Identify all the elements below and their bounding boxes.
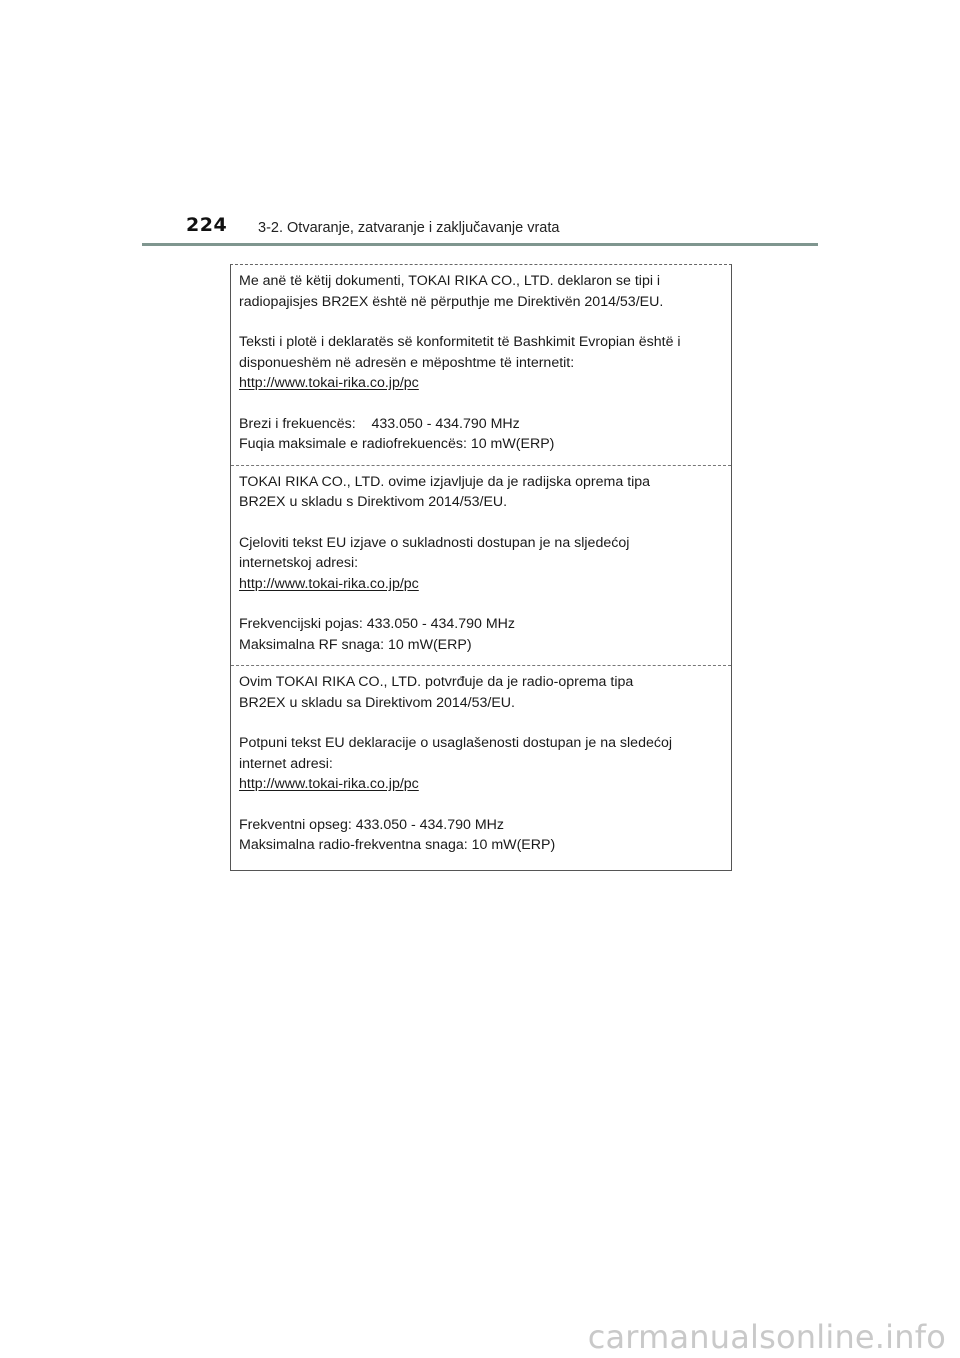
declaration-url-link[interactable]: http://www.tokai-rika.co.jp/pc bbox=[239, 776, 419, 792]
frequency-band: Brezi i frekuencës: 433.050 - 434.790 MHz bbox=[239, 415, 520, 432]
max-power: Fuqia maksimale e radiofrekuencës: 10 mW(ERP) bbox=[239, 436, 555, 452]
declaration-intro-line: BR2EX u skladu sa Direktivom 2014/53/EU. bbox=[239, 694, 515, 711]
declaration-intro-line: BR2EX u skladu s Direktivom 2014/53/EU. bbox=[239, 494, 508, 510]
frequency-band: Frekvencijski pojas: 433.050 - 434.790 MHz bbox=[239, 616, 516, 632]
declaration-text-line: Teksti i plotë i deklaratës së konformitetit të Bashkimit Evropian është i bbox=[239, 334, 681, 350]
declaration-text-line: internet adresi: bbox=[239, 755, 333, 772]
declaration-intro-line: Ovim TOKAI RIKA CO., LTD. potvrđuje da je radio-oprema tipa bbox=[239, 674, 634, 690]
declaration-serbian bbox=[231, 666, 731, 870]
declaration-intro-line: radiopajisjes BR2EX është në përputhje me Direktivën 2014/53/EU. bbox=[239, 293, 664, 310]
declaration-table bbox=[230, 264, 732, 871]
page-number: 224 bbox=[186, 214, 228, 236]
declaration-text-line: disponueshëm në adresën e mëposhtme të internetit: bbox=[239, 354, 575, 371]
declaration-intro-line: TOKAI RIKA CO., LTD. ovime izjavljuje da je radijska oprema tipa bbox=[239, 473, 651, 490]
declaration-url-link[interactable]: http://www.tokai-rika.co.jp/pc bbox=[239, 375, 419, 391]
declaration-text-line: internetskoj adresi: bbox=[239, 555, 359, 571]
page-header bbox=[0, 0, 960, 250]
declaration-text-line: Potpuni tekst EU deklaracije o usaglašenosti dostupan je na sledećoj bbox=[239, 735, 672, 751]
declaration-url-link[interactable]: http://www.tokai-rika.co.jp/pc bbox=[239, 575, 419, 592]
header-divider bbox=[142, 243, 818, 246]
max-power: Maksimalna radio-frekventna snaga: 10 mW(ERP) bbox=[239, 837, 556, 853]
declaration-text-line: Cjeloviti tekst EU izjave o sukladnosti dostupan je na sljedećoj bbox=[239, 534, 630, 551]
declaration-albanian bbox=[231, 265, 731, 466]
section-title: 3-2. Otvaranje, zatvaranje i zaključavanje vrata bbox=[258, 220, 560, 236]
frequency-band: Frekventni opseg: 433.050 - 434.790 MHz bbox=[239, 816, 504, 833]
site-watermark: carmanualsonline.info bbox=[587, 1318, 946, 1356]
max-power: Maksimalna RF snaga: 10 mW(ERP) bbox=[239, 636, 472, 653]
declaration-intro-line: Me anë të këtij dokumenti, TOKAI RIKA CO., LTD. deklaron se tipi i bbox=[239, 273, 661, 289]
declaration-croatian bbox=[231, 466, 731, 667]
